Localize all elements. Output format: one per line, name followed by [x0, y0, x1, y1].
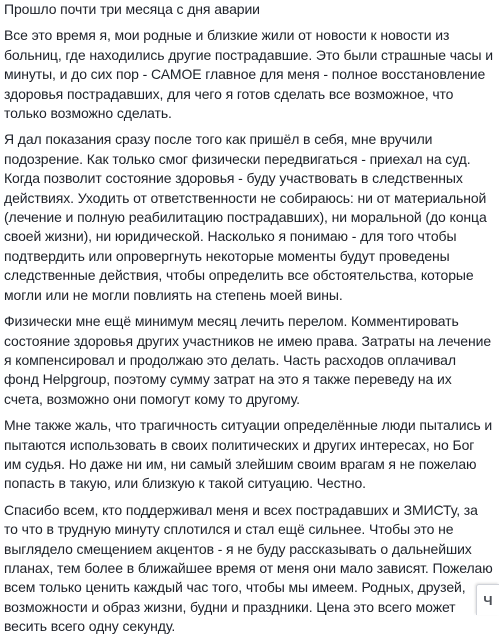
post-paragraph-3: Я дал показания сразу после того как пришёл в себя, мне вручили подозрение. Как только смог физически передвигаться - приехал на суд. Когда позволит состояние здоровья - буду участвовать в следственных действиях. Уходить от ответственности не собираюсь: ни от материальной (лечение и полную реабилитацию пострадавших), ни моральной (до конца своей жизни), ни юридической. Насколько я понимаю - для того чтобы подтвердить или опровергнуть некоторые моменты будут проведены следственные действия, чтобы определить все обстоятельства, которые могли или не могли повлиять на степень моей вины. — [4, 131, 487, 303]
post-paragraph-1: Прошло почти три месяца с дня аварии — [4, 1, 260, 17]
post-paragraph-6: Спасибо всем, кто поддерживал меня и всех пострадавших и ЗМИСТу, за то что в трудную минуту сплотился и стал ещё сильнее. Чтобы это не выглядело смещением акцентов - я не буду рассказывать о дальнейших планах, тем более в ближайшее время от меня они мало зависят. Пожелаю всем только ценить каждый час того, чтобы мы имеем. Родных, друзей, возможности и образ жизни, будни и праздники. Цена это всего может весить всего одну секунду. — [4, 501, 493, 635]
post-paragraph-5: Мне также жаль, что трагичность ситуации определённые люди пытались и пытаются использовать в своих политических и других интересах, но Бог им судья. Но даже ни им, ни самый злейшим своим врагам я не пожелаю попасть в такую, или близкую к такой ситуацию. Честно. — [4, 417, 493, 492]
chat-tab-button[interactable] — [476, 584, 499, 615]
chat-tab-label: Ч — [483, 592, 493, 608]
post-paragraph-2: Все это время я, мои родные и близкие жили от новости к новости из больниц, где находились другие пострадавшие. Это были страшные часы и минуты, и до сих пор - САМОЕ главное для меня - полное восстановление здоровья пострадавших, для чего я готов сделать все возможное, что только возможно сделать. — [4, 27, 493, 122]
post-paragraph-4: Физически мне ещё минимум месяц лечить перелом. Комментировать состояние здоровья других участников не имею права. Затраты на лечение я компенсировал и продолжаю это делать. Часть расходов оплачивал фонд Helpgroup, поэтому сумму затрат на это я также переведу на их счета, возможно они помогут кому то другому. — [4, 313, 492, 407]
post-body — [4, 0, 494, 644]
